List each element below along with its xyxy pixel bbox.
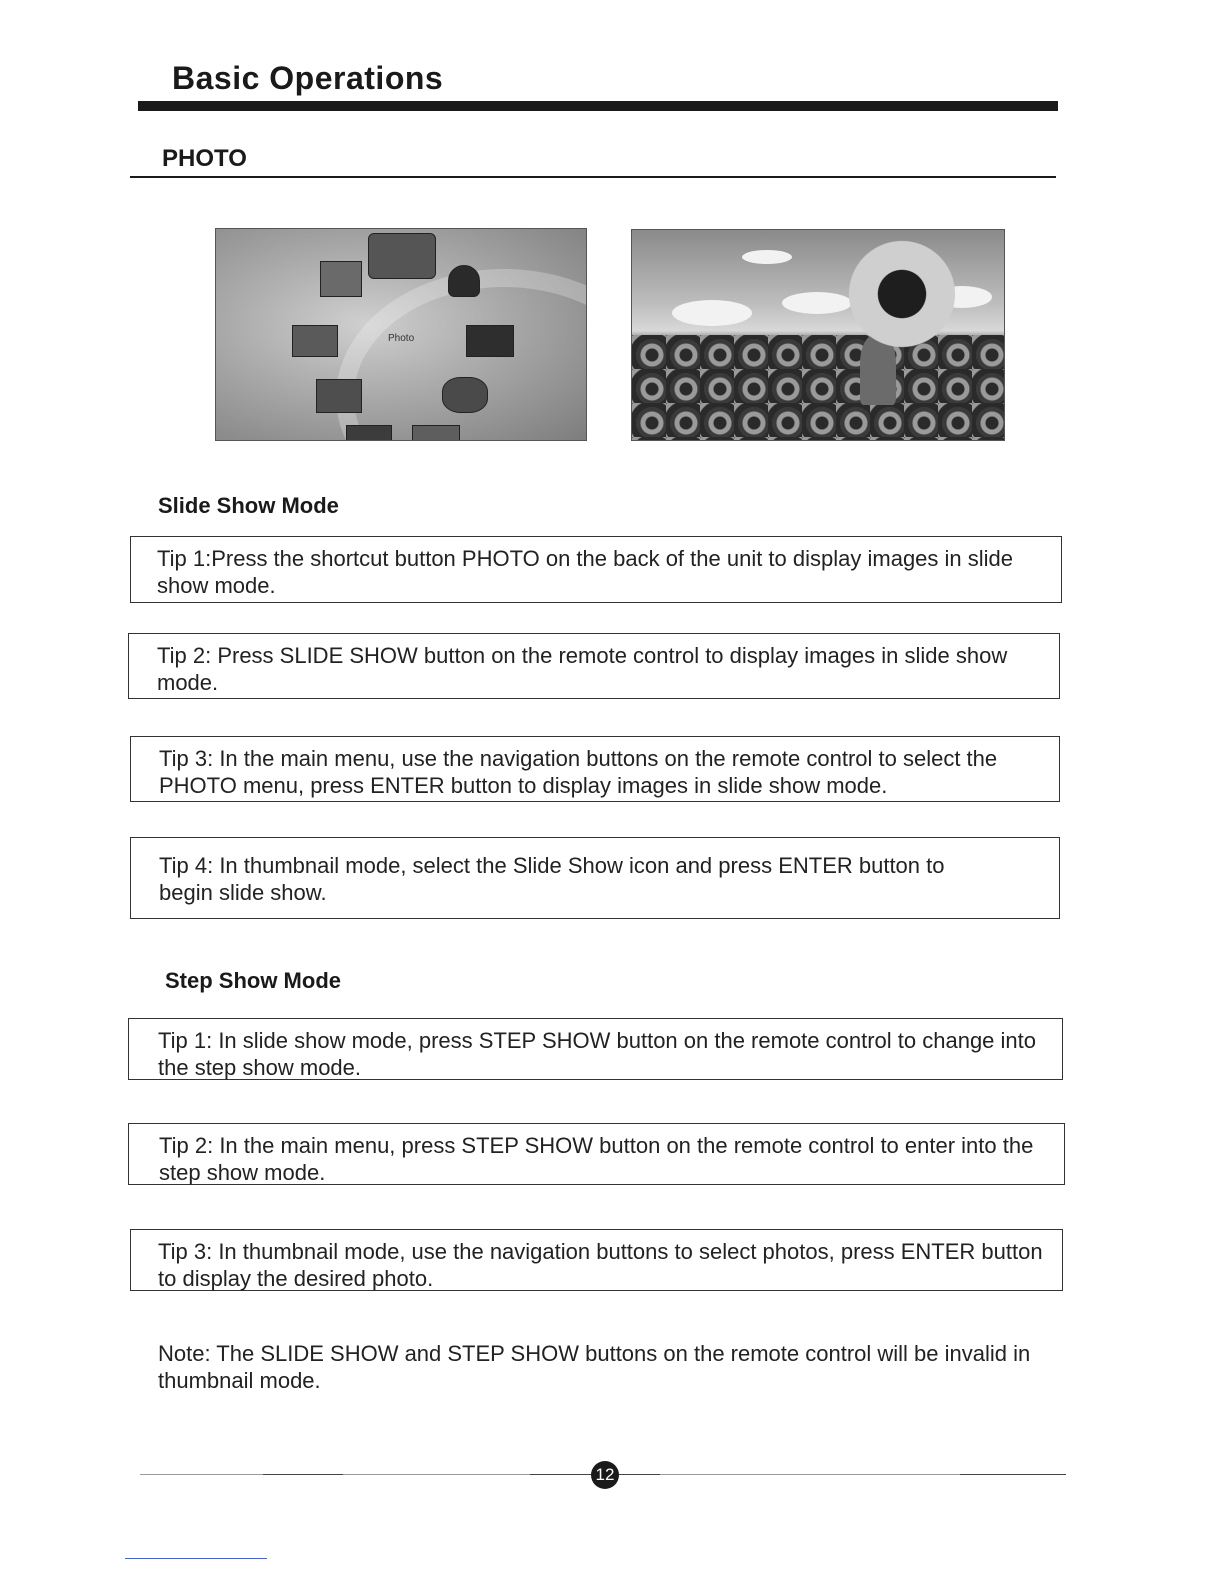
cloud	[672, 300, 752, 326]
step-tip-2: Tip 2: In the main menu, press STEP SHOW button on the remote control to enter into the step show mode.	[128, 1123, 1065, 1185]
calendar-icon	[412, 425, 460, 441]
page-title: Basic Operations	[172, 60, 444, 96]
step-show-heading: Step Show Mode	[165, 968, 341, 993]
music-video-icon	[466, 325, 514, 357]
corner-underline	[125, 1558, 267, 1559]
folder-icon	[292, 325, 338, 357]
section-title: PHOTO	[162, 145, 247, 172]
title-rule	[138, 101, 1058, 111]
footer-rule-segment	[263, 1474, 343, 1475]
step-tip-1: Tip 1: In slide show mode, press STEP SHOW button on the remote control to change into the step show mode.	[128, 1018, 1063, 1080]
slide-tip-3: Tip 3: In the main menu, use the navigation buttons on the remote control to select the PHOTO menu, press ENTER button to display images in slide show mode.	[130, 736, 1060, 802]
display-icon	[316, 379, 362, 413]
slide-tip-4: Tip 4: In thumbnail mode, select the Slide Show icon and press ENTER button to begin slide show.	[130, 837, 1060, 919]
slideshow-photo	[631, 229, 1005, 441]
settings-icon	[346, 425, 392, 441]
slide-tip-2: Tip 2: Press SLIDE SHOW button on the remote control to display images in slide show mode.	[128, 633, 1060, 699]
note-text: Note: The SLIDE SHOW and STEP SHOW buttons on the remote control will be invalid in thumbnail mode.	[158, 1341, 1031, 1393]
page-number: 12	[591, 1461, 619, 1489]
slide-show-heading: Slide Show Mode	[158, 493, 339, 518]
film-reel-icon	[442, 377, 488, 413]
document-icon	[320, 261, 362, 297]
sunflower	[842, 234, 962, 354]
main-menu-screenshot	[215, 228, 587, 441]
menu-label: Photo	[388, 333, 415, 344]
slide-tip-1: Tip 1:Press the shortcut button PHOTO on the back of the unit to display images in slide show mode.	[130, 536, 1062, 603]
step-tip-3: Tip 3: In thumbnail mode, use the navigation buttons to select photos, press ENTER button to display the desired photo.	[130, 1229, 1063, 1291]
cloud	[742, 250, 792, 264]
section-rule	[130, 176, 1056, 178]
headphones-icon	[448, 265, 480, 297]
camera-icon	[368, 233, 436, 279]
footer-rule-segment	[960, 1474, 1066, 1475]
sunflower-field	[632, 335, 1004, 440]
